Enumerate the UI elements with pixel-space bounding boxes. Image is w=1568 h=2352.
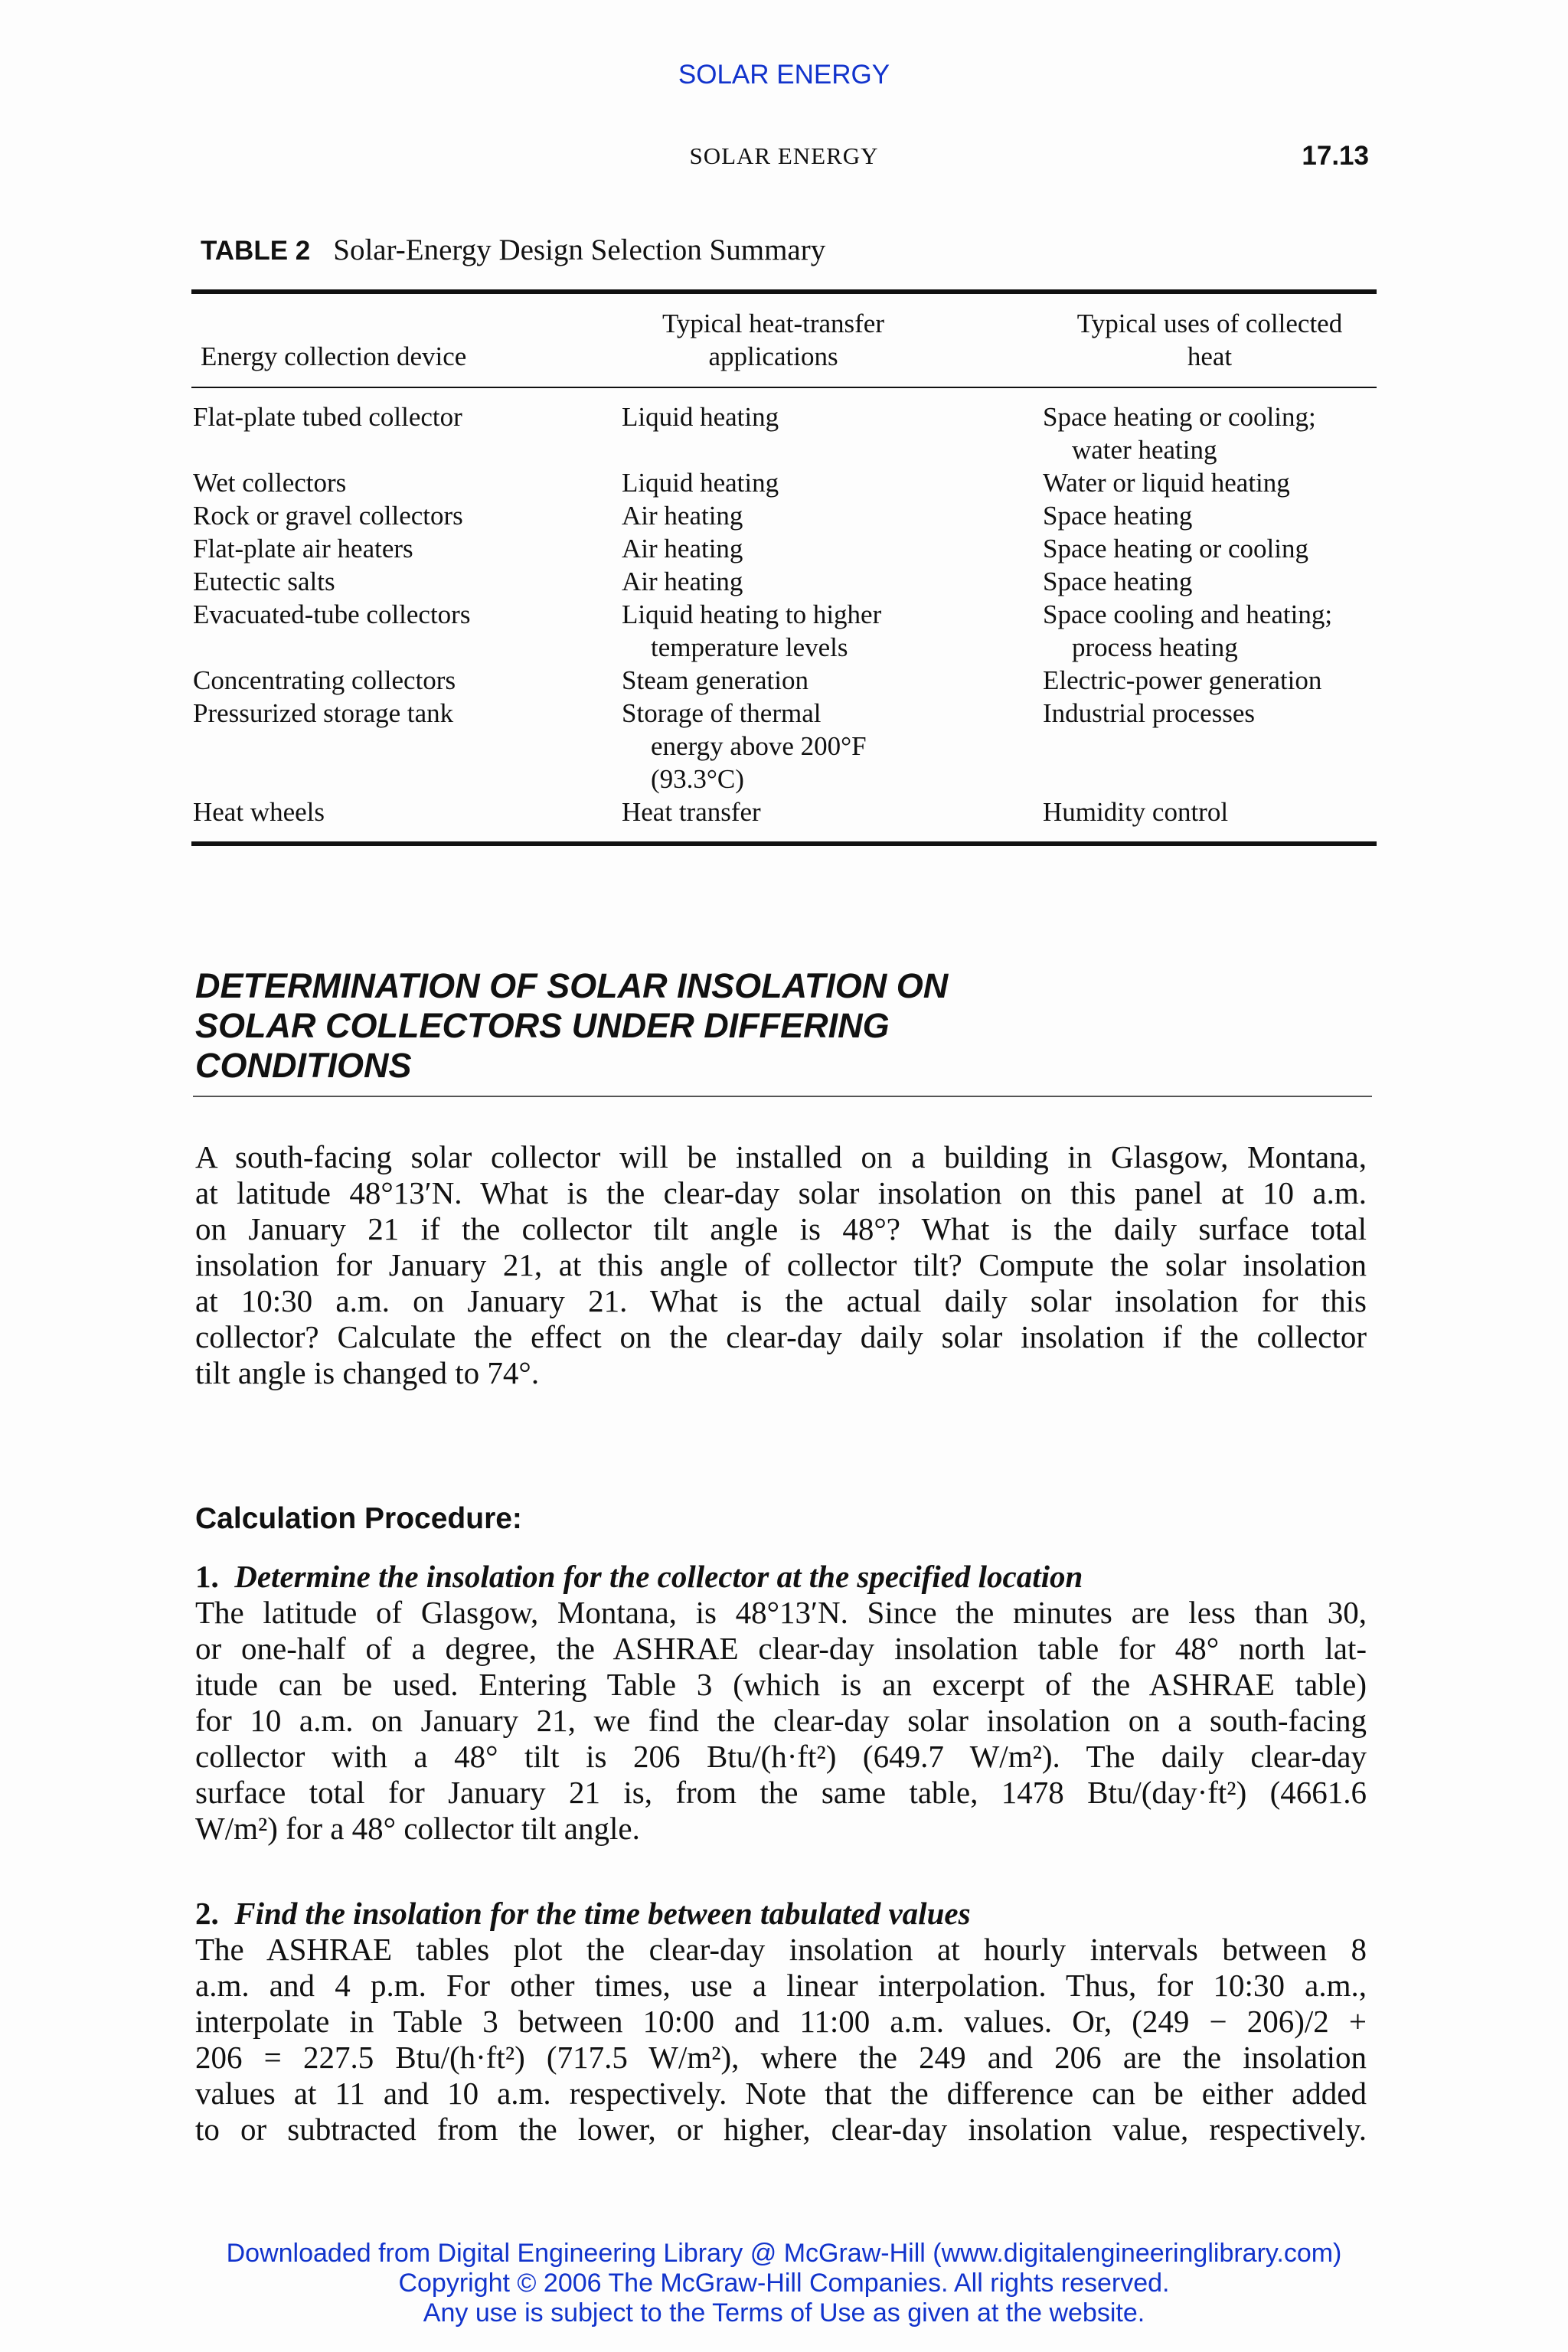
text-line: at 10:30 a.m. on January 21. What is the actual daily solar insolation for this — [195, 1283, 1367, 1318]
step-number: 2. — [195, 1896, 219, 1931]
step-2-title — [195, 1896, 1367, 1932]
column-header-uses-line1: Typical uses of collected — [1076, 309, 1343, 338]
table-cell-application: Steam generation — [622, 665, 808, 695]
text-line: interpolate in Table 3 between 10:00 and 11:00 a.m. values. Or, (249 − 206)/2 + — [195, 2004, 1367, 2039]
section-heading-line1: DETERMINATION OF SOLAR INSOLATION ON — [195, 966, 949, 1005]
text-line: tilt angle is changed to 74°. — [195, 1355, 540, 1390]
text-line: or one-half of a degree, the ASHRAE clear-day insolation table for 48° north lat- — [195, 1631, 1367, 1666]
table-cell-use: Space heating or cooling — [1043, 534, 1308, 564]
table-cell-use-line2: process heating — [1072, 632, 1238, 662]
column-header-uses-line2: heat — [1187, 341, 1233, 371]
table-cell-device: Pressurized storage tank — [193, 698, 454, 728]
column-header-applications-line2: applications — [708, 341, 838, 371]
table-caption-title: Solar-Energy Design Selection Summary — [333, 234, 826, 266]
text-line: at latitude 48°13′N. What is the clear-day solar insolation on this panel at 10 a.m. — [195, 1175, 1367, 1210]
section-heading-line2: SOLAR COLLECTORS UNDER DIFFERING — [195, 1006, 890, 1045]
footer-download-link[interactable]: Downloaded from Digital Engineering Library @ McGraw-Hill (www.digitalengineeringlibrary.com) — [226, 2239, 1342, 2268]
table-header-rule — [191, 387, 1377, 388]
step-number: 1. — [195, 1559, 219, 1594]
text-line: collector with a 48° tilt is 206 Btu/(h·ft²) (649.7 W/m²). The daily clear-day — [195, 1739, 1367, 1774]
table-cell-application: Heat transfer — [622, 797, 761, 827]
table-cell-use: Humidity control — [1043, 797, 1229, 827]
table-cell-device: Evacuated-tube collectors — [193, 599, 471, 629]
footer — [0, 2239, 1568, 2328]
table-cell-application — [622, 598, 959, 664]
text-line: A south-facing solar collector will be installed on a building in Glasgow, Montana, — [195, 1139, 1367, 1174]
table-cell-use: Electric-power generation — [1043, 665, 1322, 695]
step-1 — [195, 1559, 1367, 1847]
column-header-applications — [582, 307, 965, 373]
table-cell-device: Rock or gravel collectors — [193, 501, 463, 531]
column-header-device: Energy collection device — [201, 341, 467, 371]
table-cell-application-line1: Storage of thermal — [622, 698, 822, 728]
table-cell-device: Wet collectors — [193, 468, 347, 498]
table-cell-use: Industrial processes — [1043, 698, 1256, 728]
table-cell-application-line2: energy above 200°F — [651, 731, 867, 761]
section-heading-rule — [193, 1096, 1372, 1097]
text-line: W/m²) for a 48° collector tilt angle. — [195, 1811, 640, 1846]
text-line: to or subtracted from the lower, or higher, clear-day insolation value, respectively. — [195, 2112, 1367, 2147]
step-title-text: Determine the insolation for the collector at the specified location — [234, 1559, 1083, 1594]
table-cell-use-line1: Space cooling and heating; — [1043, 599, 1333, 629]
top-banner-title: SOLAR ENERGY — [678, 60, 890, 90]
table-bottom-rule — [191, 841, 1377, 846]
text-line: values at 11 and 10 a.m. respectively. Note that the difference can be either added — [195, 2076, 1367, 2111]
table-cell-use-line1: Space heating or cooling; — [1043, 402, 1316, 432]
problem-statement — [195, 1139, 1367, 1391]
footer-copyright: Copyright © 2006 The McGraw-Hill Companies. All rights reserved. — [398, 2269, 1170, 2298]
text-line: The ASHRAE tables plot the clear-day insolation at hourly intervals between 8 — [195, 1932, 1367, 1967]
page-number: 17.13 — [1302, 141, 1369, 171]
text-line: surface total for January 21 is, from the same table, 1478 Btu/(day·ft²) (4661.6 — [195, 1775, 1367, 1810]
running-head: SOLAR ENERGY — [689, 142, 879, 169]
footer-terms: Any use is subject to the Terms of Use as given at the website. — [423, 2298, 1145, 2328]
table-cell-device: Eutectic salts — [193, 567, 335, 596]
calculation-heading: Calculation Procedure: — [195, 1502, 522, 1535]
table-cell-application — [622, 697, 959, 795]
table-cell-use — [1043, 598, 1380, 664]
table-cell-use: Space heating — [1043, 567, 1193, 596]
step-1-title — [195, 1559, 1367, 1595]
table-cell-use: Space heating — [1043, 501, 1193, 531]
table-cell-device: Flat-plate tubed collector — [193, 402, 462, 432]
table-cell-application: Air heating — [622, 567, 743, 596]
table-caption-label: TABLE 2 — [201, 236, 311, 266]
table-cell-use — [1043, 400, 1380, 466]
section-heading-line3: CONDITIONS — [195, 1046, 412, 1085]
column-header-applications-line1: Typical heat-transfer — [662, 309, 885, 338]
table-cell-application: Liquid heating — [622, 468, 779, 498]
step-2 — [195, 1896, 1367, 2148]
text-line: on January 21 if the collector tilt angle is 48°? What is the daily surface total — [195, 1211, 1367, 1246]
step-title-text: Find the insolation for the time between tabulated values — [234, 1896, 971, 1931]
table-cell-application-line3: (93.3°C) — [651, 764, 744, 794]
table-cell-device: Concentrating collectors — [193, 665, 456, 695]
text-line: for 10 a.m. on January 21, we find the clear-day solar insolation on a south-facing — [195, 1703, 1367, 1738]
text-line: collector? Calculate the effect on the clear-day daily solar insolation if the collector — [195, 1319, 1367, 1354]
table-cell-application: Air heating — [622, 534, 743, 564]
table-cell-use: Water or liquid heating — [1043, 468, 1290, 498]
table-caption — [201, 233, 825, 267]
table-cell-application: Air heating — [622, 501, 743, 531]
text-line: insolation for January 21, at this angle of collector tilt? Compute the solar insolation — [195, 1247, 1367, 1282]
column-header-uses — [1018, 307, 1401, 373]
text-line: 206 = 227.5 Btu/(h·ft²) (717.5 W/m²), where the 249 and 206 are the insolation — [195, 2040, 1367, 2075]
table-cell-device: Flat-plate air heaters — [193, 534, 413, 564]
text-line: itude can be used. Entering Table 3 (which is an excerpt of the ASHRAE table) — [195, 1667, 1367, 1702]
table-cell-device: Heat wheels — [193, 797, 325, 827]
text-line: a.m. and 4 p.m. For other times, use a linear interpolation. Thus, for 10:30 a.m., — [195, 1968, 1367, 2003]
table-cell-application: Liquid heating — [622, 402, 779, 432]
table-cell-application-line2: temperature levels — [651, 632, 848, 662]
table-cell-use-line2: water heating — [1072, 435, 1217, 465]
table-cell-application-line1: Liquid heating to higher — [622, 599, 882, 629]
text-line: The latitude of Glasgow, Montana, is 48°13′N. Since the minutes are less than 30, — [195, 1595, 1367, 1630]
section-heading — [195, 966, 1191, 1086]
table-top-rule — [191, 289, 1377, 294]
